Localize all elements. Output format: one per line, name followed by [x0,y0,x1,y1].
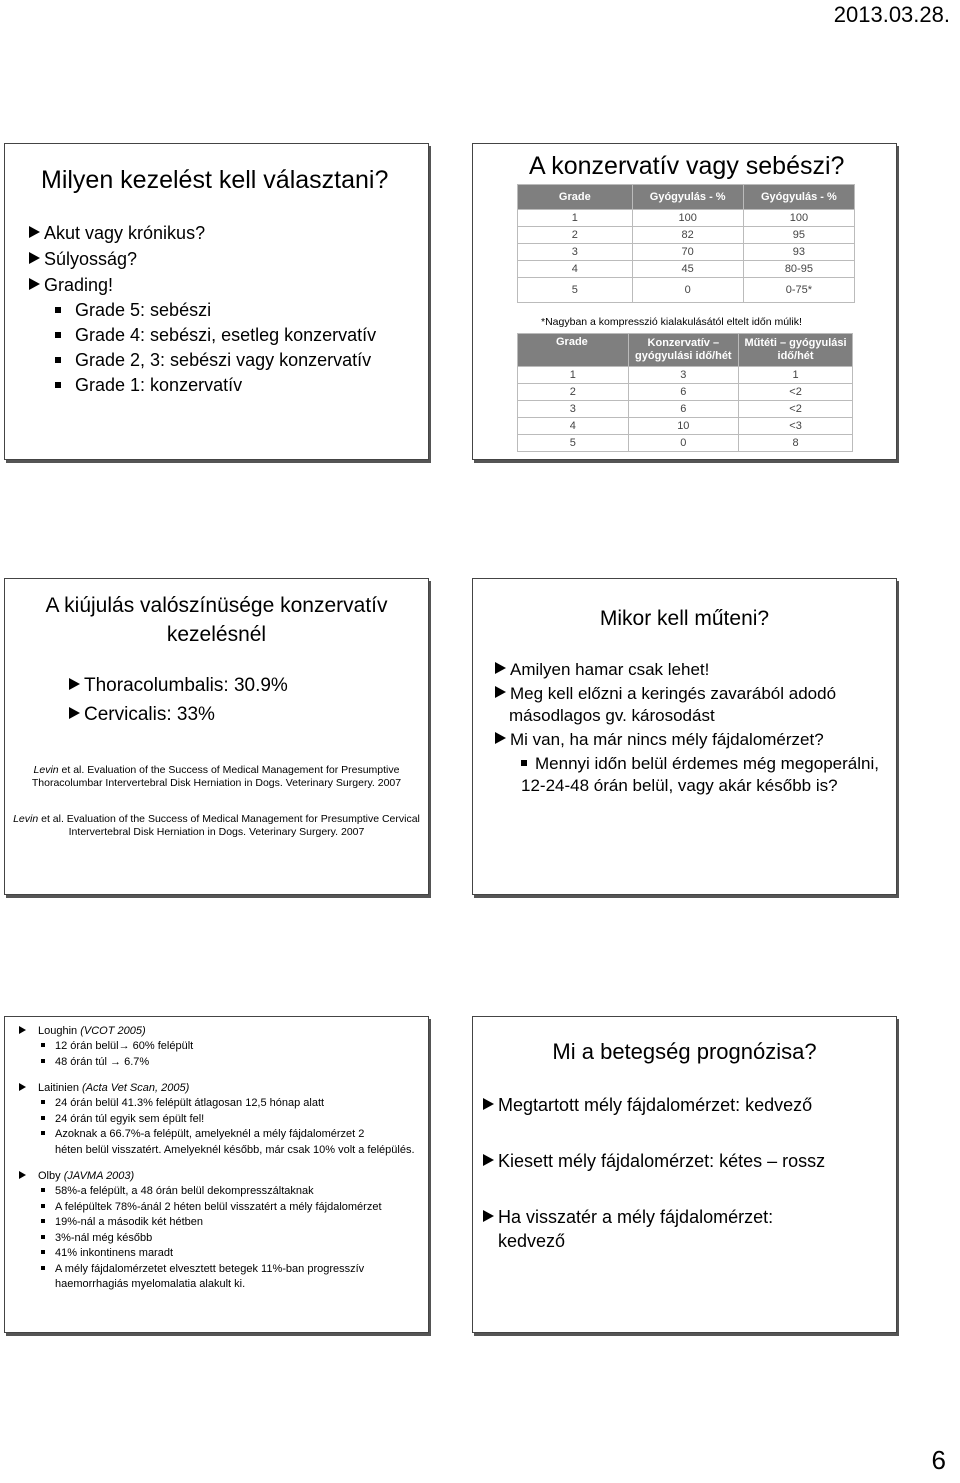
table-cell: 95 [743,227,854,244]
table-cell: 3 [628,367,739,384]
triangle-bullet-icon [29,278,40,290]
table-cell: <3 [739,418,853,435]
slide-study-results [4,1016,429,1333]
table-cell: 10 [628,418,739,435]
slide-recurrence [4,578,429,895]
list-item: 24 órán belül 41.3% felépült átlagosan 12,5 hónap alatt [19,1096,419,1112]
table-row [518,244,855,261]
list-item: Cervicalis: 33% [69,700,288,729]
slide-title: Milyen kezelést kell választani? [41,166,389,194]
square-bullet-icon [55,307,61,313]
table-cell: 1 [518,367,629,384]
table-row [518,418,853,435]
study-group [19,1080,419,1158]
table-cell: <2 [739,401,853,418]
study-heading: Olby (JAVMA 2003) [19,1168,419,1184]
table-cell: 3 [518,401,629,418]
list-item: Ha visszatér a mély fájdalomérzet: kedvező [483,1205,883,1253]
square-bullet-icon [41,1204,45,1208]
square-bullet-icon [41,1188,45,1192]
slide-title: Mi a betegség prognózisa? [552,1039,817,1064]
table-cell: 93 [743,244,854,261]
list-item: A felépültek 78%-ánál 2 héten belül visszatért a mély fájdalomérzet [19,1200,419,1216]
square-bullet-icon [55,357,61,363]
reference-citation: Levin et al. Evaluation of the Success of Medical Management for Presumptive Thoracolumbar Intervertebral Disk Herniation in Dogs. Veterinary Surgery. 2007 [31,764,402,789]
list-item: 3%-nál még később [19,1231,419,1247]
table-header-row [518,334,853,367]
list-item: 19%-nál a második két hétben [19,1215,419,1231]
table-header-row [518,185,855,210]
table-cell: 0 [628,435,739,452]
slide-treatment-choice [4,143,429,460]
table-row [518,384,853,401]
triangle-bullet-icon [495,732,506,744]
table-cell: 6 [628,384,739,401]
slide-when-to-operate [472,578,897,895]
list-item: 41% inkontinens maradt [19,1246,419,1262]
reference-citation: Levin et al. Evaluation of the Success of Medical Management for Presumptive Cervical Intervertebral Disk Herniation in Dogs. Veterinary Surgery. 2007 [13,813,420,838]
square-bullet-icon [41,1100,45,1104]
study-group [19,1023,419,1070]
header-date: 2013.03.28. [833,2,950,27]
triangle-bullet-icon [495,662,506,674]
table-cell: 1 [518,210,633,227]
table-row [518,278,855,303]
bullet-list [29,220,376,398]
slide-title: A konzervatív vagy sebészi? [529,152,845,180]
footnote: *Nagyban a kompresszió kialakulásától eltelt időn múlik! [541,316,802,328]
triangle-bullet-icon [19,1083,26,1091]
bullet-list [69,671,288,729]
triangle-bullet-icon [495,686,506,698]
table-cell: 82 [632,227,743,244]
triangle-bullet-icon [29,226,40,238]
table-cell: 45 [632,261,743,278]
sub-list-item: Grade 1: konzervatív [29,373,376,398]
table-cell: 5 [518,435,629,452]
slide-title: A kiújulás valószínüsége konzervatív kezelésnél [45,594,388,646]
list-item: 12 órán belül→ 60% felépült [19,1039,419,1055]
table-cell: <2 [739,384,853,401]
recovery-rate-table [517,184,855,303]
table-cell: 8 [739,435,853,452]
square-bullet-icon [41,1235,45,1239]
table-cell: 4 [518,261,633,278]
study-heading: Laitinien (Acta Vet Scan, 2005) [19,1080,419,1096]
recovery-time-table [517,333,853,452]
list-item: Súlyosság? [29,246,376,272]
table-cell: 70 [632,244,743,261]
study-heading: Loughin (VCOT 2005) [19,1023,419,1039]
table-cell: 2 [518,384,629,401]
list-item: 58%-a felépült, a 48 órán belül dekompresszáltaknak [19,1184,419,1200]
square-bullet-icon [41,1266,45,1270]
square-bullet-icon [55,382,61,388]
sub-list-item: Grade 2, 3: sebészi vagy konzervatív [29,348,376,373]
table-cell: 1 [739,367,853,384]
column-header: Műtéti – gyógyulási idő/hét [739,334,853,367]
table-cell: 0 [632,278,743,303]
triangle-bullet-icon [483,1098,494,1110]
table-row [518,210,855,227]
list-item: Grading! [29,272,376,298]
list-item: Thoracolumbalis: 30.9% [69,671,288,700]
table-row [518,261,855,278]
table-cell: 3 [518,244,633,261]
column-header: Konzervatív – gyógyulási idő/hét [628,334,739,367]
list-item: Meg kell előzni a keringés zavarából adodó másodlagos gv. károsodást [495,683,890,727]
slide-title: Mikor kell műteni? [599,607,770,630]
list-item: Amilyen hamar csak lehet! [495,659,890,681]
square-bullet-icon [41,1219,45,1223]
list-item: 24 órán túl egyik sem épült fel! [19,1112,419,1128]
table-cell: 100 [743,210,854,227]
triangle-bullet-icon [69,707,80,719]
arrow-icon: → [110,1055,122,1068]
table-cell: 4 [518,418,629,435]
list-item: Megtartott mély fájdalomérzet: kedvező [483,1093,883,1117]
square-bullet-icon [41,1250,45,1254]
slide-conservative-vs-surgery [472,143,897,460]
table-cell: 80-95 [743,261,854,278]
table-cell: 100 [632,210,743,227]
triangle-bullet-icon [69,678,80,690]
square-bullet-icon [521,760,527,766]
square-bullet-icon [41,1131,45,1135]
table-row [518,367,853,384]
page-number: 6 [931,1445,946,1475]
square-bullet-icon [41,1043,45,1047]
table-cell: 2 [518,227,633,244]
table-cell: 6 [628,401,739,418]
table-row [518,227,855,244]
table-row [518,435,853,452]
triangle-bullet-icon [19,1026,26,1034]
bullet-list [495,659,890,799]
list-item: Mi van, ha már nincs mély fájdalomérzet? [495,729,890,751]
list-item: 48 órán túl → 6.7% [19,1055,419,1071]
study-list [19,1023,419,1303]
list-item: A mély fájdalomérzetet elvesztett betegek 11%-ban progresszív haemorrhagiás myelomalatia alakult ki. [19,1262,419,1293]
list-item: Akut vagy krónikus? [29,220,376,246]
slide-prognosis [472,1016,897,1333]
sub-list-item: Grade 5: sebészi [29,298,376,323]
bullet-list [483,1093,883,1285]
triangle-bullet-icon [29,252,40,264]
square-bullet-icon [55,332,61,338]
study-group [19,1168,419,1293]
list-item: Kiesett mély fájdalomérzet: kétes – rossz [483,1149,883,1173]
column-header: Grade [518,185,633,210]
arrow-icon: → [118,1040,130,1052]
list-item: Azoknak a 66.7%-a felépült, amelyeknél a mély fájdalomérzet 2 héten belül visszatért. Amelyeknél később, már csak 10% volt a felépülés. [19,1127,419,1158]
triangle-bullet-icon [483,1210,494,1222]
table-cell: 5 [518,278,633,303]
triangle-bullet-icon [19,1171,26,1179]
square-bullet-icon [41,1059,45,1063]
table-row [518,401,853,418]
square-bullet-icon [41,1116,45,1120]
column-header: Grade [518,334,629,367]
column-header: Gyógyulás - % [632,185,743,210]
sub-list-item: Grade 4: sebészi, esetleg konzervatív [29,323,376,348]
table-cell: 0-75* [743,278,854,303]
sub-list-item: Mennyi időn belül érdemes még megoperálni, 12-24-48 órán belül, vagy akár később is? [521,754,879,795]
column-header: Gyógyulás - % [743,185,854,210]
triangle-bullet-icon [483,1154,494,1166]
